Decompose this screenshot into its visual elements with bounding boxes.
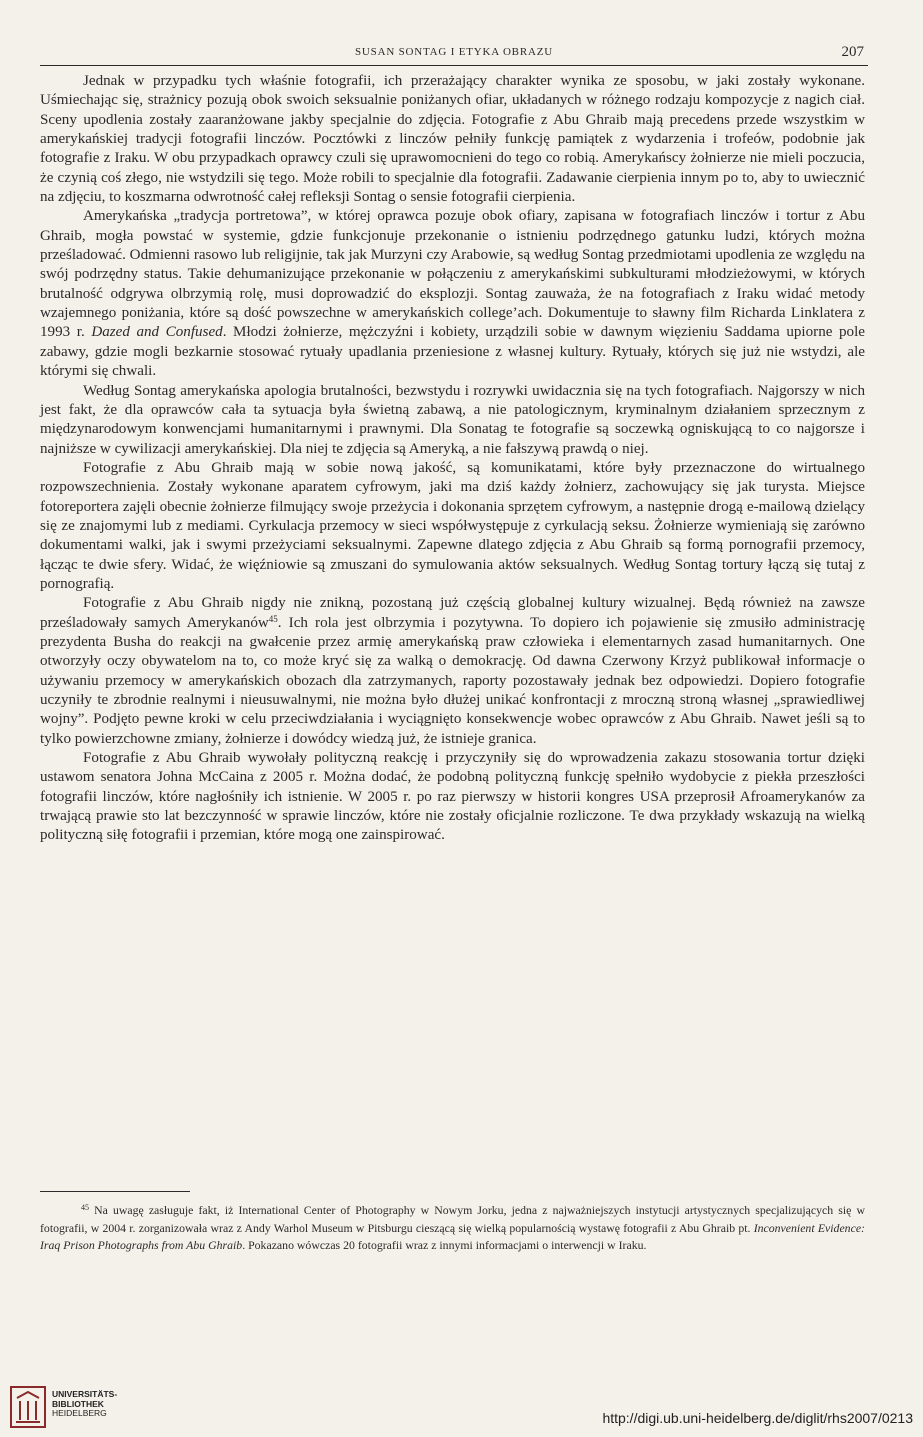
library-name-line-1: UNIVERSITÄTS- [52,1389,118,1399]
paragraph-2-text-end: . Młodzi żołnierze, mężczyźni i kobiety, urządzili sobie w dawnym więzieniu Saddama upiorne pole zabawy, gdzie mogli bezkarnie stosować rytuały upadlania przeniesione z własnej kultury. Rytuały, których się już nie wstydzi, ale którymi się chwali. [40,324,865,380]
paragraph-2 [40,207,865,381]
library-name [52,1390,117,1419]
running-header [40,44,868,66]
paragraph-5-text-end: Ich rola jest olbrzymia i pozytywna. To dopiero ich pojawienie się zmusiło administrację prezydenta Busha do reakcji na gwałcenie przez armię amerykańską praw człowieka i elementarnych zasad humanitarnych. One otworzyły oczy obywatelom na to, co może kryć się za walką o demokrację. Od dawna Czerwony Krzyż publikował informacje o używaniu przemocy w amerykańskich obozach dla zatrzymanych, raporty pozostawały jednak bez odpowiedzi. Dopiero fotografie uczyniły te zbrodnie realnymi i nieusuwalnymi, nie można było dłużej unikać konfrontacji z mroczną stroną własnej „sprawiedliwej wojny”. Podjęto pewne kroki w celu przeciwdziałania i wyciągnięto konsekwencje wobec oprawców z Abu Ghraib. Nawet jeśli są to tylko powierzchowne zmiany, żołnierze i dowódcy wiedzą już, że istnieje granica. [40,614,865,747]
paragraph-4: Fotografie z Abu Ghraib mają w sobie nową jakość, są komunikatami, które były przeznaczone do wirtualnego rozpowszechnienia. Zostały wykonane aparatem cyfrowym, jaki ma dziś każdy żołnierz, zachowujący się jak turysta. Miejsce fotoreportera zajęli obecnie żołnierze filmujący swoje przeżycia i dokonania sprzętem cyfrowym, a następnie drogą e-mailową dzielący się ze znajomymi lub z mediami. Cyrkulacja przemocy w sieci współwystępuje z cyrkulacją seksu. Żołnierze wymieniają się zarówno dokumentami walki, jak i swymi przeżyciami seksualnymi. Zapewne dlatego zdjęcia z Abu Ghraib są formą pornografii przemocy, łącząc te dwie sfery. Widać, że więźniowie są zmuszani do symulowania aktów seksualnych. Według Sontag tortury łączą się tutaj z pornografią. [40,459,865,592]
footnote-rule [40,1191,190,1192]
paragraph-6: Fotografie z Abu Ghraib wywołały polityczną reakcję i przyczyniły się do wprowadzenia zakazu stosowania tortur dzięki ustawom senatora Johna McCaina z 2005 r. Można dodać, że podobną polityczną funkcję spełniło wydobycie z piekła przeszłości fotografii linczów, które nagłośniły ich istnienie. W 2005 r. po raz pierwszy w historii kongres USA przeprosił Afroamerykanów za trwającą prawie sto lat bezczynność w sprawie linczów, które nie zostały oficjalnie rozliczone. Te dwa przykłady wskazują na wielką polityczną siłę fotografii i przemian, które mogą one zainspirować. [40,750,865,844]
library-name-line-3: HEIDELBERG [52,1408,107,1418]
library-logo-icon [8,1384,48,1430]
footnote-number: 45 [81,1203,89,1212]
footnote-text-start: Na uwagę zasługuje fakt, iż International Center of Photography w Nowym Jorku, jedna z najważniejszych instytucji artystycznych specjalizujących się w fotografii, w 2004 r. zorganizowała wraz z Andy Warhol Museum w Pitsburgu cieszącą się wielką popularnością wystawę fotografii z Abu Ghraib pt. [40,1203,865,1235]
exhibition-title: Inconvenient Evidence: Iraq Prison Photographs from Abu Ghraib [40,1220,865,1253]
film-title: Dazed and Confused [91,324,223,341]
page-number: 207 [841,44,864,60]
library-name-line-2: BIBLIOTHEK [52,1398,104,1409]
footnote-reference[interactable]: 45 [268,613,278,624]
paragraph-3: Według Sontag amerykańska apologia brutalności, bezwstydu i rozrywki uwidacznia się na tych fotografiach. Najgorszy w nich jest fakt, że dla oprawców cała ta sytuacja była świetną zabawą, a nie patologicznym, kryminalnym działaniem sprzecznym z międzynarodowym konwencjami humanitarnymi i prawnymi. Dla Sonatag te fotografie są soczewką ogniskującą to co najgorsze i najniższe w cywilizacji amerykańskiej. Dla niej te zdjęcia są Ameryką, a nie fałszywą prawdą o niej. [40,382,865,457]
paragraph-1: Jednak w przypadku tych właśnie fotografii, ich przerażający charakter wynika ze sposobu, w jaki zostały wykonane. Uśmiechając się, strażnicy pozują obok swoich seksualnie poniżanych ofiar, układanych w różnego rodzaju kompozycje z nagich ciał. Sceny upodlenia zostały zaaranżowane jakby specjalnie do zdjęcia. Fotografie z Abu Ghraib mają precedens przede wszystkim w amerykańskiej tradycji fotografii linczów. Pocztówki z linczów pełniły funkcję pamiątek z wydarzenia i trofeów, podobnie jak fotografie z Iraku. W obu przypadkach oprawcy czuli się uprawomocnieni do tego co robią. Amerykańscy żołnierze nie mieli poczucia, że czynią coś złego, nie wstydzili się tego. Może robili to specjalnie dla fotografii. Zadawanie cierpienia innym po to, aby to uwiecznić na zdjęciu, to koszmarna odwrotność całej refleksji Sontag o sensie fotografii cierpienia. [40,73,865,206]
source-url[interactable]: http://digi.ub.uni-heidelberg.de/diglit/rhs2007/0213 [602,1410,913,1426]
header-rule [40,65,868,66]
footnote-45 [40,1202,865,1255]
article-body [40,72,865,846]
running-title: SUSAN SONTAG I ETYKA OBRAZU [355,46,553,58]
paragraph-5-text-start: Fotografie z Abu Ghraib nigdy nie znikną, pozostaną już częścią globalnej kultury wizualnej. Będą również na zawsze prześladowały samych Amerykanów [40,595,865,631]
paragraph-2-text-start: Amerykańska „tradycja portretowa”, w której oprawca pozuje obok ofiary, zapisana w fotografiach linczów i tortur z Abu Ghraib, mogła powstać w systemie, gdzie funkcjonuje przekonanie o istnieniu podrzędnego gatunku ludzi, których można prześladować. Odmienni rasowo lub religijnie, tak jak Murzyni czy Arabowie, są według Sontag przedmiotami upodlenia ze względu na swój podrzędny status. Takie dehumanizujące przekonanie w połączeniu z amerykańskimi subkulturami młodzieżowymi, w których brutalność odgrywa olbrzymią rolę, musi doprowadzić do eksplozji. Sontag zauważa, że na fotografiach z Iraku widać metody wzajemnego poniżania, które są dość powszechne w amerykańskich college’ach. Dokumentuje to sławny film Richarda Linklatera z 1993 r. [40,208,865,341]
footnote-text-end: . Pokazano wówczas 20 fotografii wraz z innymi informacjami o interwencji w Iraku. [242,1238,647,1253]
paragraph-5: Fotografie z Abu Ghraib nigdy nie znikną, pozostaną już częścią globalnej kultury wizualnej. Będą również na zawsze prześladowały samych Amerykanów$^{45}$. Ich rola jest olbrzymia i pozytywna. To dopiero ich pojawienie się zmusiło administrację prezydenta Busha do reakcji na gwałcenie przez armię amerykańską praw człowieka i elementarnych zasad humanitarnych. One otworzyły oczy obywatelom na to, co może kryć się za walką o demokrację. Od dawna Czerwony Krzyż publikował informacje o używaniu przemocy w amerykańskich obozach dla zatrzymanych, raporty pozostawały jednak bez odpowiedzi. Dopiero fotografie uczyniły te zbrodnie realnymi i nieusuwalnymi, nie można było dłużej unikać konfrontacji z mroczną stroną własnej „sprawiedliwej wojny”. Podjęto pewne kroki w celu przeciwdziałania i wyciągnięto konsekwencje wobec oprawców z Abu Ghraib. Nawet jeśli są to tylko powierzchowne zmiany, żołnierze i dowódcy wiedzą już, że istnieje granica. [40,595,865,747]
footnotes [40,1202,865,1255]
